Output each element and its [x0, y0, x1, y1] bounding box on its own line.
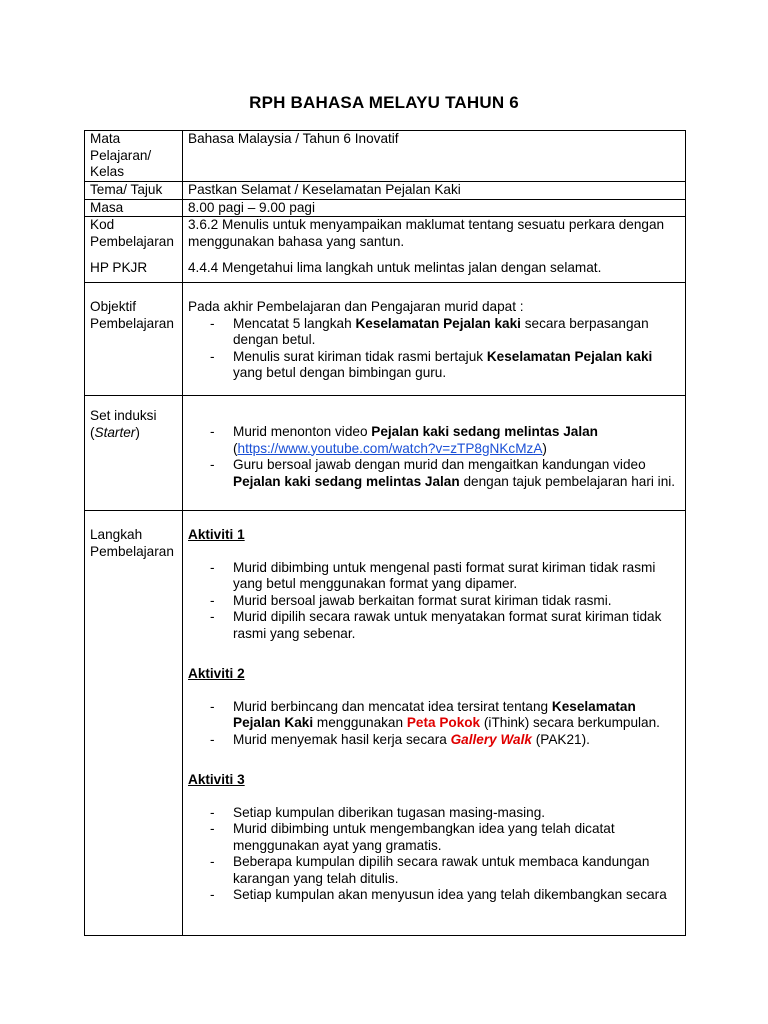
list-item: - Murid menonton video Pejalan kaki sedang melintas Jalan (https://www.youtube.com/watch?v=zTP8gNKcMzA)	[210, 424, 681, 457]
aktiviti-1-heading: Aktiviti 1	[188, 527, 245, 542]
label-hp-pkjr: HP PKJR	[85, 250, 183, 283]
row-hp-pkjr	[85, 250, 686, 283]
list-item: - Mencatat 5 langkah Keselamatan Pejalan kaki secara berpasangan dengan betul.	[210, 316, 681, 349]
label-kod-pembelajaran: Kod Pembelajaran	[85, 217, 183, 251]
aktiviti-2-heading: Aktiviti 2	[188, 666, 245, 681]
label-tema: Tema/ Tajuk	[85, 182, 183, 200]
list-item: - Murid dipilih secara rawak untuk menyatakan format surat kiriman tidak rasmi yang sebenar.	[210, 609, 681, 642]
row-objektif	[85, 283, 686, 396]
label-langkah: Langkah Pembelajaran	[85, 511, 183, 936]
aktiviti-2-list	[188, 699, 681, 749]
value-kod-pembelajaran: 3.6.2 Menulis untuk menyampaikan maklumat tentang sesuatu perkara dengan menggunakan bahasa yang santun.	[183, 217, 686, 251]
label-objektif: Objektif Pembelajaran	[85, 283, 183, 396]
value-hp-pkjr: 4.4.4 Mengetahui lima langkah untuk melintas jalan dengan selamat.	[183, 250, 686, 283]
value-objektif	[183, 283, 686, 396]
list-item: - Setiap kumpulan akan menyusun idea yang telah dikembangkan secara	[210, 887, 681, 904]
row-set-induksi	[85, 396, 686, 511]
row-tema	[85, 182, 686, 200]
aktiviti-1-list	[188, 560, 681, 643]
row-mata-pelajaran	[85, 131, 686, 182]
label-mata-pelajaran: Mata Pelajaran/ Kelas	[85, 131, 183, 182]
aktiviti-3-heading: Aktiviti 3	[188, 772, 245, 787]
set-induksi-list	[188, 424, 681, 490]
label-set-induksi: Set induksi (Starter)	[85, 396, 183, 511]
value-set-induksi	[183, 396, 686, 511]
row-kod-pembelajaran	[85, 217, 686, 251]
list-item: - Beberapa kumpulan dipilih secara rawak untuk membaca kandungan karangan yang telah ditulis.	[210, 854, 681, 887]
list-item: - Murid bersoal jawab berkaitan format surat kiriman tidak rasmi.	[210, 593, 681, 610]
list-item: - Murid dibimbing untuk mengembangkan idea yang telah dicatat menggunakan ayat yang gramatis.	[210, 821, 681, 854]
list-item: - Menulis surat kiriman tidak rasmi bertajuk Keselamatan Pejalan kaki yang betul dengan bimbingan guru.	[210, 349, 681, 382]
objektif-list	[188, 316, 681, 382]
list-item: - Murid dibimbing untuk mengenal pasti format surat kiriman tidak rasmi yang betul menggunakan format yang dipamer.	[210, 560, 681, 593]
value-tema: Pastkan Selamat / Keselamatan Pejalan Kaki	[183, 182, 686, 200]
aktiviti-3-list	[188, 805, 681, 904]
lesson-plan-table	[84, 130, 686, 936]
value-mata-pelajaran: Bahasa Malaysia / Tahun 6 Inovatif	[183, 131, 686, 182]
document-title: RPH BAHASA MELAYU TAHUN 6	[249, 93, 519, 112]
value-langkah	[183, 511, 686, 936]
list-item: - Murid berbincang dan mencatat idea tersirat tentang Keselamatan Pejalan Kaki menggunakan Peta Pokok (iThink) secara berkumpulan.	[210, 699, 681, 732]
list-item: - Guru bersoal jawab dengan murid dan mengaitkan kandungan video Pejalan kaki sedang melintas Jalan dengan tajuk pembelajaran hari ini.	[210, 457, 681, 490]
list-item: - Murid menyemak hasil kerja secara Gallery Walk (PAK21).	[210, 732, 681, 749]
row-langkah	[85, 511, 686, 936]
list-item: - Setiap kumpulan diberikan tugasan masing-masing.	[210, 805, 681, 822]
video-link[interactable]: https://www.youtube.com/watch?v=zTP8gNKcMzA	[237, 440, 543, 456]
label-masa: Masa	[85, 199, 183, 217]
objektif-intro: Pada akhir Pembelajaran dan Pengajaran murid dapat :	[188, 299, 524, 314]
value-masa: 8.00 pagi – 9.00 pagi	[183, 199, 686, 217]
row-masa	[85, 199, 686, 217]
